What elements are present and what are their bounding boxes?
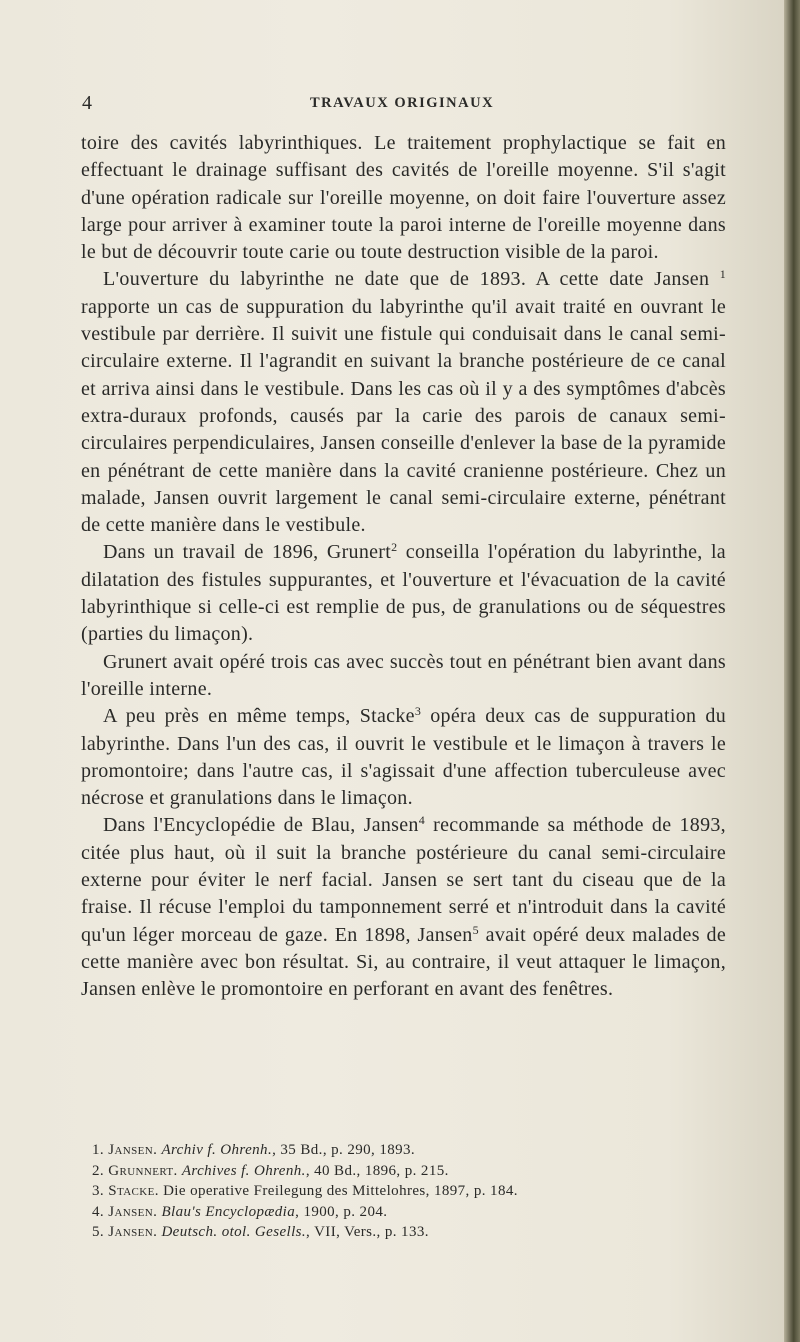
paragraph-5-text-b: opéra deux cas de suppuration du labyrinthe. Dans l'un des cas, il ouvrit le vestibule et le limaçon à travers le promontoire; dans l'autre cas, il s'agissait d'une affection tuberculeuse avec nécrose et granulations dans le limaçon. bbox=[81, 705, 726, 810]
footnote-ref-3: 3 bbox=[414, 704, 422, 719]
paragraph-3-text-a: Dans un travail de 1896, Grunert bbox=[103, 541, 392, 564]
paragraph-3-text-b: conseilla l'opération du labyrinthe, la dilatation des fistules suppurantes, et l'ouverture et l'évacuation de la cavité labyrinthique si celle-ci est remplie de pus, de granulations ou de séquestres (parties du limaçon). bbox=[81, 541, 726, 646]
footnote-2 bbox=[92, 1161, 732, 1182]
footnote-ref-5: 5 bbox=[472, 922, 479, 937]
footnote-rest: , 35 Bd., p. 290, 1893. bbox=[272, 1142, 416, 1158]
footnote-work: Archiv f. Ohrenh. bbox=[161, 1142, 273, 1158]
paragraph-1: toire des cavités labyrinthiques. Le traitement prophylactique se fait en effectuant le drainage suffisant des cavités de l'oreille moyenne. S'il s'agit d'une opération radicale sur l'oreille moyenne, on doit faire l'ouverture assez large pour arriver à examiner toute la paroi interne de l'oreille moyenne dans le but de découvrir toute carie ou toute destruction visible de la paroi. bbox=[81, 132, 726, 264]
footnote-number: 2. bbox=[92, 1162, 105, 1179]
footnote-ref-1: 1 bbox=[719, 267, 726, 282]
paragraph-6-text-b: recommande sa méthode de 1893, citée plus haut, où il suit la branche postérieure du canal semi-circulaire externe pour éviter le nerf facial. Jansen se sert tant du ciseau que de la fraise. Il récuse l'emploi du tamponnement serré et n'introduit dans la cavité qu'un léger morceau de gaze. En 1898, Jansen bbox=[81, 814, 726, 946]
footnote-rest: , 40 Bd., 1896, p. 215. bbox=[305, 1162, 449, 1179]
footnote-1 bbox=[92, 1140, 732, 1161]
paragraph-3 bbox=[81, 539, 726, 648]
footnote-rest: Die operative Freilegung des Mittelohres, 1897, p. 184. bbox=[163, 1183, 518, 1199]
footnotes bbox=[92, 1140, 732, 1243]
paragraph-6-text-c: avait opéré deux malades de cette manière avec bon résultat. Si, au contraire, il veut attaquer le limaçon, Jansen enlève le promontoire en perforant en avant des fenêtres. bbox=[81, 923, 727, 1001]
footnote-ref-2: 2 bbox=[391, 540, 398, 555]
running-title: TRAVAUX ORIGINAUX bbox=[309, 95, 495, 111]
footnote-4 bbox=[92, 1202, 732, 1223]
footnote-work: Deutsch. otol. Gesells. bbox=[161, 1224, 307, 1240]
footnote-number: 5. bbox=[92, 1224, 105, 1240]
paragraph-2-text-a: L'ouverture du labyrinthe ne date que de 1893. A cette date Jansen bbox=[103, 268, 720, 291]
paragraph-2 bbox=[81, 266, 726, 539]
footnote-rest: , 1900, p. 204. bbox=[295, 1203, 388, 1220]
paragraph-4: Grunert avait opéré trois cas avec succès tout en pénétrant bien avant dans l'oreille interne. bbox=[81, 650, 726, 700]
footnote-author: Stacke. bbox=[108, 1183, 159, 1199]
paragraph-6 bbox=[81, 812, 726, 1003]
body-text bbox=[81, 130, 726, 1004]
footnote-author: Grunnert. bbox=[108, 1162, 178, 1179]
paragraph-6-text-a: Dans l'Encyclopédie de Blau, Jansen bbox=[103, 814, 419, 837]
running-head bbox=[82, 92, 722, 116]
footnote-rest: , VII, Vers., p. 133. bbox=[306, 1224, 429, 1240]
paragraph-5 bbox=[81, 703, 726, 812]
footnote-author: Jansen. bbox=[108, 1203, 158, 1220]
page-number: 4 bbox=[82, 92, 92, 114]
footnote-number: 3. bbox=[92, 1183, 105, 1199]
footnote-5 bbox=[92, 1222, 732, 1243]
footnote-author: Jansen. bbox=[108, 1224, 158, 1240]
footnote-author: Jansen. bbox=[108, 1142, 158, 1158]
footnote-work: Blau's Encyclopædia bbox=[161, 1203, 296, 1220]
footnote-ref-4: 4 bbox=[418, 813, 426, 828]
paragraph-5-text-a: A peu près en même temps, Stacke bbox=[103, 705, 415, 728]
footnote-work: Archives f. Ohrenh. bbox=[181, 1162, 306, 1179]
footnote-3 bbox=[92, 1181, 732, 1202]
paragraph-2-text-b: rapporte un cas de suppuration du labyrinthe qu'il avait traité en ouvrant le vestibule par derrière. Il suivit une fistule qui conduisait dans le canal semi-circulaire externe. Il l'agrandit en suivant la branche postérieure de ce canal et arriva ainsi dans le vestibule. Dans les cas où il y a des symptômes d'abcès extra-duraux profonds, causés par la carie des parois de canaux semi-circulaires perpendiculaires, Jansen conseille d'enlever la base de la pyramide en pénétrant de cette manière dans la cavité cranienne postérieure. Chez un malade, Jansen ouvrit largement le canal semi-circulaire externe, pénétrant de cette manière dans le vestibule. bbox=[81, 295, 726, 537]
footnote-number: 4. bbox=[92, 1203, 105, 1220]
footnote-number: 1. bbox=[92, 1142, 105, 1158]
page-edge bbox=[784, 0, 800, 1342]
